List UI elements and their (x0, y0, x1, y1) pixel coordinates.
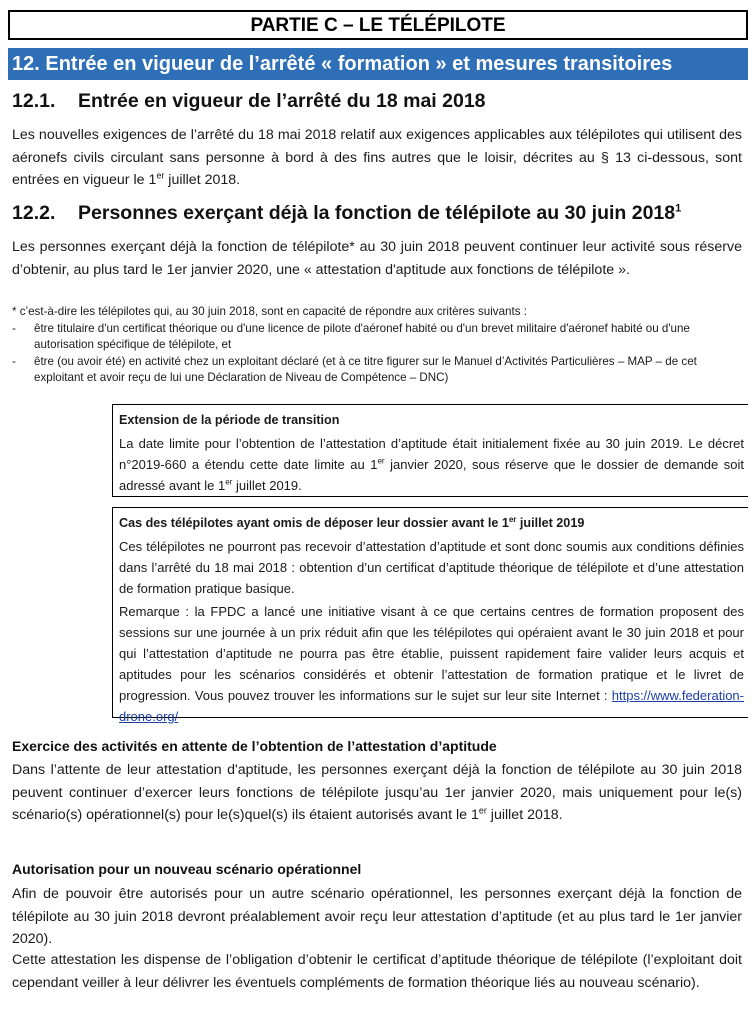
dash-bullet: - (12, 354, 16, 368)
box-body (119, 433, 744, 496)
text: juillet 2019. (232, 478, 302, 493)
box-remark (119, 601, 744, 727)
superscript: er (377, 456, 385, 466)
criteria-footnote (12, 304, 742, 387)
text: Dans l’attente de leur attestation d'aptitude, les personnes exerçant déjà la fonction de télépilote au 30 juin 2018 peuvent continuer d’exercer leurs fonctions de télépilote jusqu’au 1er janvier 2020, mais uniquement pour le(s) scénario(s) opérationnel(s) pour le(s)quel(s) ils étaient autorisés avant le 1 (12, 762, 742, 823)
exercice-paragraph (12, 759, 742, 827)
criteria-text: être (ou avoir été) en activité chez un exploitant déclaré (et à ce titre figurer sur le Manuel d’Activités Particulières – MAP – de cet exploitant et avoir reçu de lui une Déclaration de Niveau de Compétence – DNC) (34, 354, 697, 384)
text: La date limite pour l’obtention de l’attestation d’aptitude était initialement fixée au 30 juin 2019. Le décret n°2019-660 a étendu cette date limite au 1 (119, 436, 744, 472)
superscript: er (156, 170, 165, 181)
section-12-1-heading (12, 90, 486, 113)
section-title: Personnes exerçant déjà la fonction de télépilote au 30 juin 2018 (78, 202, 676, 224)
footnote-intro: * c’est-à-dire les télépilotes qui, au 30 juin 2018, sont en capacité de répondre aux critères suivants : (12, 305, 527, 318)
partie-title: PARTIE C – LE TÉLÉPILOTE (8, 10, 748, 40)
omitted-dossier-box (112, 507, 748, 724)
section-number: 12.1. (12, 90, 56, 112)
text: juillet 2019 (516, 516, 585, 530)
criteria-item (12, 354, 742, 387)
section-12-heading: 12. Entrée en vigueur de l’arrêté « formation » et mesures transitoires (8, 48, 748, 80)
autorisation-paragraph-2: Cette attestation les dispense de l’obligation d’obtenir le certificat d’aptitude théorique de télépilote (l’exploitant doit cependant veiller à leur délivrer les éventuels compléments de formation théorique liés au nouveau scénario). (12, 952, 742, 991)
section-12-2-heading (12, 202, 681, 225)
text: juillet 2018. (164, 172, 241, 188)
box-title: Extension de la période de transition (119, 413, 340, 427)
section-12-2-paragraph: Les personnes exerçant déjà la fonction de télépilote* au 30 juin 2018 peuvent continuer leur activité sous réserve d’obtenir, au plus tard le 1er janvier 2020, une « attestation d'aptitude aux fonctions de télépilote ». (12, 239, 742, 278)
box-title (119, 514, 744, 532)
text: Les nouvelles exigences de l’arrêté du 18 mai 2018 relatif aux exigences applicables aux télépilotes qui utilisent des aéronefs civils circulant sans personne à bord à des fins autres que le loisir, décrites au § 13 ci-dessous, sont entrées en vigueur le 1 (12, 127, 742, 188)
superscript: er (225, 477, 233, 487)
transition-extension-box (112, 404, 748, 497)
federation-drone-link[interactable]: https://www.federation-drone.org/ (119, 688, 744, 724)
section-title: Entrée en vigueur de l’arrêté du 18 mai 2018 (78, 90, 486, 112)
criteria-text: être titulaire d'un certificat théorique ou d'une licence de pilote d'aéronef habité ou d'un brevet militaire d'aéronef habité ou d'une autorisation spécifique de télépilote, et (34, 321, 690, 351)
text: Cas des télépilotes ayant omis de déposer leur dossier avant le 1 (119, 516, 509, 530)
footnote-marker: 1 (675, 202, 682, 215)
text: Remarque : la FPDC a lancé une initiative visant à ce que certains centres de formation proposent des sessions sur une journée à un prix réduit afin que les télépilotes qui opéraient avant le 30 juin 2018 et pour qui l’attestation d’aptitude ne pourra pas être établie, puissent rapidement faire valider leurs acquis et aptitudes pour les scénarios considérés et obtenir l’attestation de formation pratique et le livret de progression. Vous pouvez trouver les informations sur le sujet sur leur site Internet : (119, 604, 744, 703)
exercice-heading: Exercice des activités en attente de l’obtention de l’attestation d’aptitude (12, 738, 497, 754)
autorisation-heading: Autorisation pour un nouveau scénario opérationnel (12, 861, 362, 877)
section-12-1-paragraph (12, 124, 742, 192)
text: janvier 2020, sous réserve que le dossier de demande soit adressé avant le 1 (119, 457, 745, 493)
dash-bullet: - (12, 321, 16, 335)
section-number: 12.2. (12, 202, 56, 224)
text: juillet 2018. (486, 807, 563, 823)
superscript: er (478, 805, 487, 816)
box-body: Ces télépilotes ne pourront pas recevoir d’attestation d’aptitude et sont donc soumis aux conditions définies dans l’arrêté du 18 mai 2018 : obtention d’un certificat d’aptitude théorique de télépilote et d’une attestation de formation pratique basique. (119, 539, 744, 596)
autorisation-paragraph-1: Afin de pouvoir être autorisés pour un autre scénario opérationnel, les personnes exerçant déjà la fonction de télépilote au 30 juin 2018 devront préalablement avoir reçu leur attestation d’aptitude (et au plus tard le 1er janvier 2020). (12, 886, 742, 947)
superscript: er (508, 514, 517, 524)
criteria-item (12, 321, 742, 354)
